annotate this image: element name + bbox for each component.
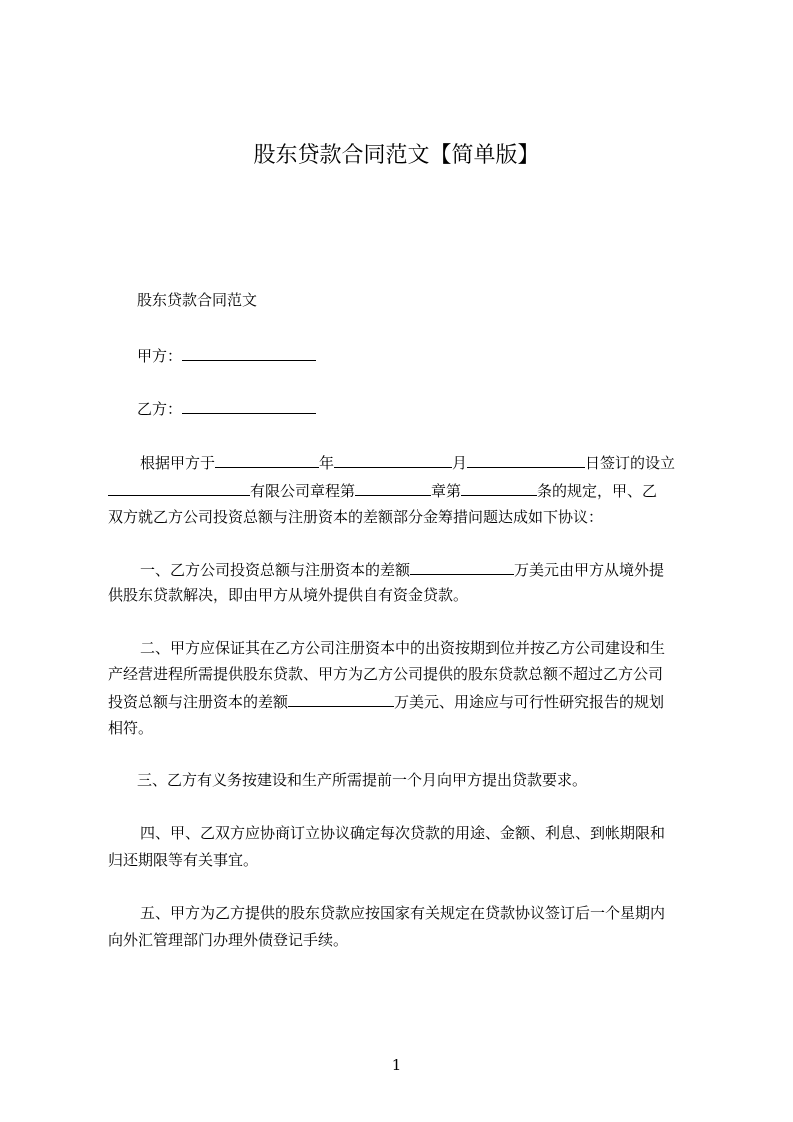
amount-blank-1[interactable]	[410, 559, 514, 575]
preamble-line-3: 双方就乙方公司投资总额与注册资本的差额部分金筹措问题达成如下协议：	[108, 508, 604, 526]
clause-2-line-2: 产经营进程所需提供股东贷款、甲方为乙方公司提供的股东贷款总额不超过乙方公司	[108, 665, 664, 683]
amount-blank-2[interactable]	[288, 691, 394, 707]
clause-2-line-1: 二、甲方应保证其在乙方公司注册资本中的出资按期到位并按乙方公司建设和生	[140, 639, 666, 657]
preamble-text: 有限公司章程第	[250, 482, 356, 500]
party-a-label: 甲方：	[137, 347, 183, 365]
clause-5-line-2: 向外汇管理部门办理外债登记手续。	[108, 931, 349, 949]
clause-1-line-1	[140, 559, 664, 580]
preamble-text: 月	[452, 454, 468, 472]
date-day-blank[interactable]	[467, 452, 585, 468]
chapter-blank[interactable]	[355, 480, 431, 496]
preamble-text: 日签订的设立	[585, 454, 676, 472]
party-a-blank[interactable]	[182, 345, 316, 361]
preamble-line-2	[108, 480, 657, 501]
party-b-line	[137, 398, 316, 419]
party-b-blank[interactable]	[182, 398, 316, 414]
clause-2-line-3	[108, 691, 664, 712]
clause-4-line-1: 四、甲、乙双方应协商订立协议确定每次贷款的用途、金额、利息、到帐期限和	[140, 824, 666, 842]
preamble-text: 年	[319, 454, 335, 472]
preamble-line-1	[140, 452, 675, 473]
document-title: 股东贷款合同范文【简单版】	[253, 143, 540, 168]
company-name-blank[interactable]	[108, 480, 250, 496]
clause-3-line-1: 三、乙方有义务按建设和生产所需提前一个月向甲方提出贷款要求。	[137, 771, 588, 789]
clause-5-line-1: 五、甲方为乙方提供的股东贷款应按国家有关规定在贷款协议签订后一个星期内	[140, 904, 666, 922]
clause-2-line-4: 相符。	[108, 719, 154, 737]
article-blank[interactable]	[461, 480, 537, 496]
party-b-label: 乙方：	[137, 400, 183, 418]
document-subtitle: 股东贷款合同范文	[137, 291, 258, 309]
preamble-text: 章第	[431, 482, 462, 500]
page-number: 1	[391, 1056, 402, 1074]
clause-text: 投资总额与注册资本的差额	[108, 693, 289, 711]
clause-text: 万美元、用途应与可行性研究报告的规划	[394, 693, 665, 711]
party-a-line	[137, 345, 316, 366]
preamble-text: 根据甲方于	[140, 454, 216, 472]
date-month-blank[interactable]	[334, 452, 452, 468]
clause-1-line-2: 供股东贷款解决，即由甲方从境外提供自有资金贷款。	[108, 586, 469, 604]
clause-text: 万美元由甲方从境外提	[514, 561, 665, 579]
clause-4-line-2: 归还期限等有关事宜。	[108, 851, 259, 869]
date-year-blank[interactable]	[215, 452, 319, 468]
preamble-text: 条的规定，甲、乙	[537, 482, 658, 500]
clause-text: 一、乙方公司投资总额与注册资本的差额	[140, 561, 411, 579]
